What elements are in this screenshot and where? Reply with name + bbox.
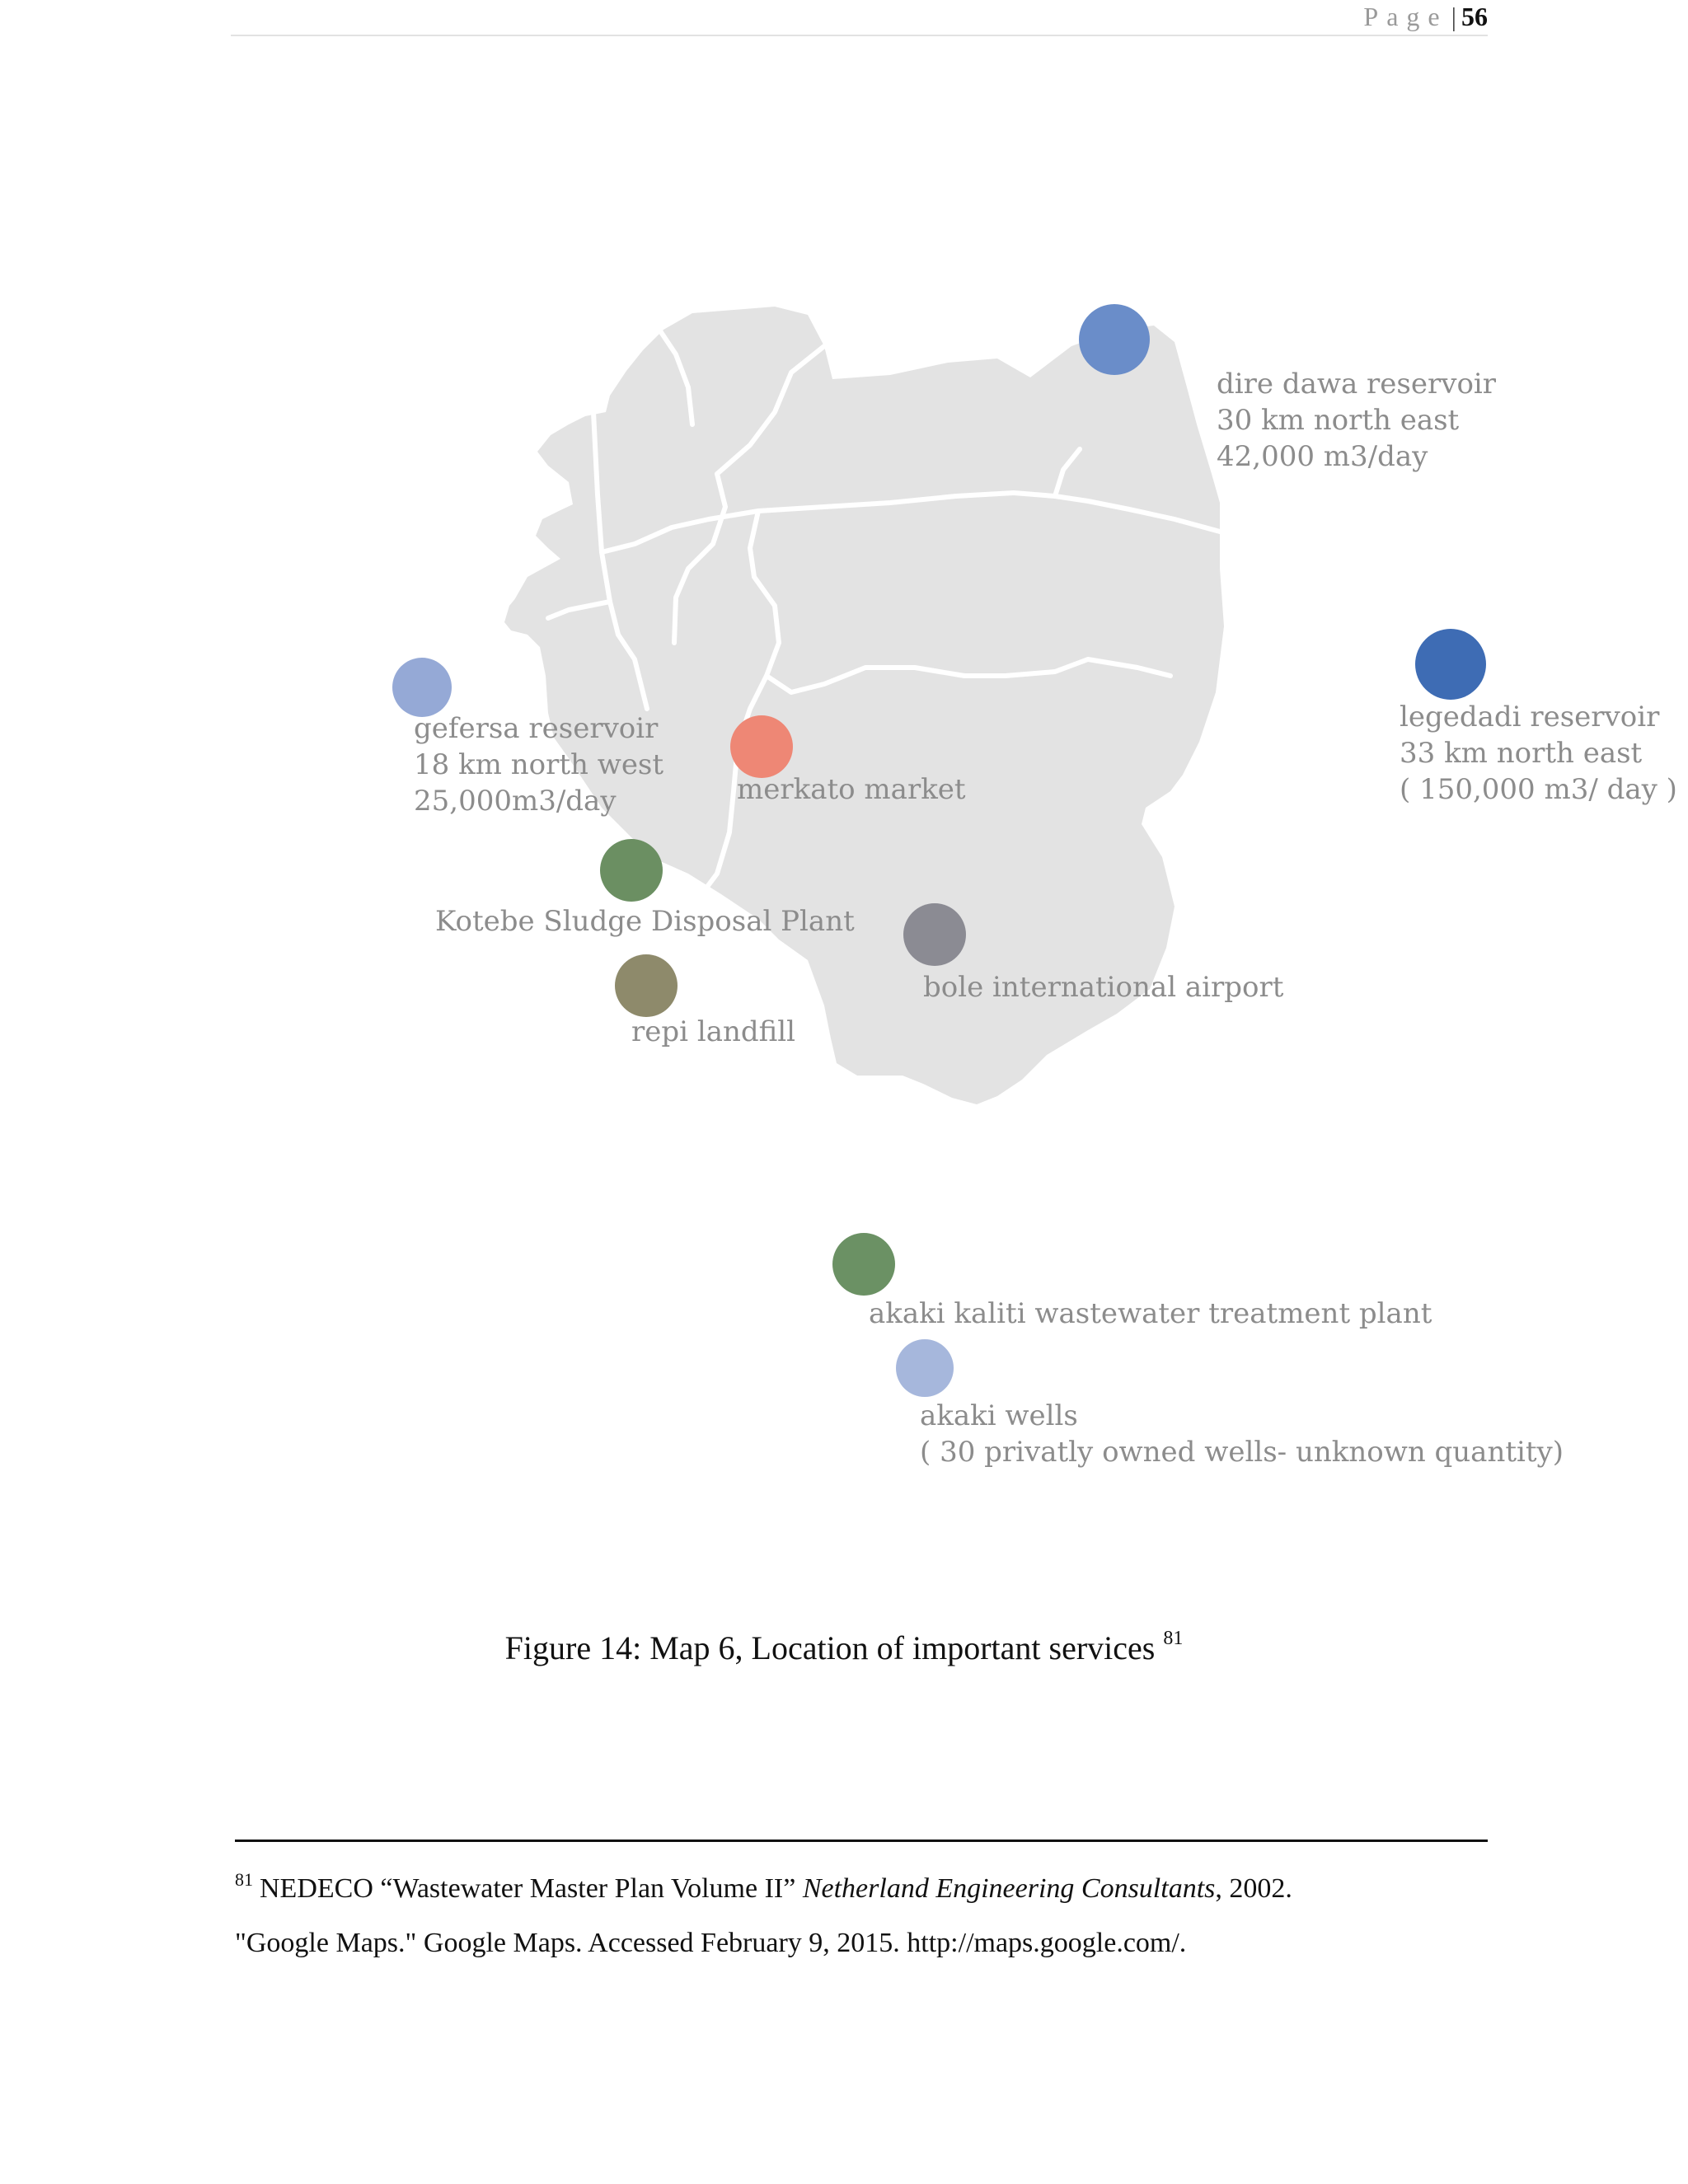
footnote-google-maps [235,1925,1488,1961]
caption-footnote-ref: 81 [1163,1628,1184,1649]
label-line: akaki wells [920,1399,1078,1432]
marker-gefersa [392,658,452,717]
label-line: repi landfill [631,1015,796,1048]
label-legedadi [1400,699,1677,808]
label-akaki-kaliti [869,1296,1432,1332]
label-gefersa [414,710,663,819]
label-kotebe [435,903,855,940]
page-header [231,0,1488,36]
caption-text: Figure 14: Map 6, Location of important services [504,1629,1164,1666]
marker-akaki-wells [896,1339,954,1397]
label-line: 25,000m3/day [414,785,617,818]
marker-kotebe [600,839,663,902]
marker-akaki-kaliti [832,1233,895,1296]
label-line: gefersa reservoir [414,712,659,745]
footnote-number: 81 [235,1869,253,1890]
label-line: Kotebe Sludge Disposal Plant [435,905,855,938]
label-line: bole international airport [923,971,1284,1004]
label-line: 33 km north east [1400,737,1643,770]
map-figure [363,280,1688,1500]
label-merkato [737,771,966,808]
footnote-text-before: NEDECO “Wastewater Master Plan Volume II” [260,1873,803,1904]
footnote-divider [235,1840,1488,1842]
label-line: legedadi reservoir [1400,701,1660,733]
marker-merkato [730,715,793,778]
city-outline-west [504,559,560,668]
marker-repi [615,954,678,1017]
label-line: ( 30 privatly owned wells- unknown quantity) [920,1436,1564,1469]
footnote-text-after: , 2002. [1215,1873,1292,1904]
page-word: Page [1363,2,1448,31]
label-line: merkato market [737,773,966,806]
label-repi [631,1014,795,1050]
label-dire-dawa [1217,366,1496,475]
marker-legedadi [1415,629,1486,700]
label-bole [923,969,1283,1005]
label-line: 18 km north west [414,748,664,781]
label-line: ( 150,000 m3/ day ) [1400,773,1677,806]
footnote-publisher: Netherland Engineering Consultants [802,1873,1216,1904]
footnote-81 [235,1871,1488,1907]
footnote-google-text: "Google Maps." Google Maps. Accessed February 9, 2015. http://maps.google.com/. [235,1928,1187,1958]
figure-caption [0,1628,1688,1669]
label-line: dire dawa reservoir [1217,368,1497,401]
label-line: 42,000 m3/day [1217,440,1428,473]
page-number-value: 56 [1461,2,1488,31]
label-line: 30 km north east [1217,404,1460,437]
page-separator: | [1451,2,1456,31]
marker-bole [903,903,966,966]
label-akaki-wells [920,1398,1564,1470]
page-number [1363,3,1488,30]
label-line: akaki kaliti wastewater treatment plant [869,1297,1432,1330]
marker-dire-dawa [1079,304,1150,375]
